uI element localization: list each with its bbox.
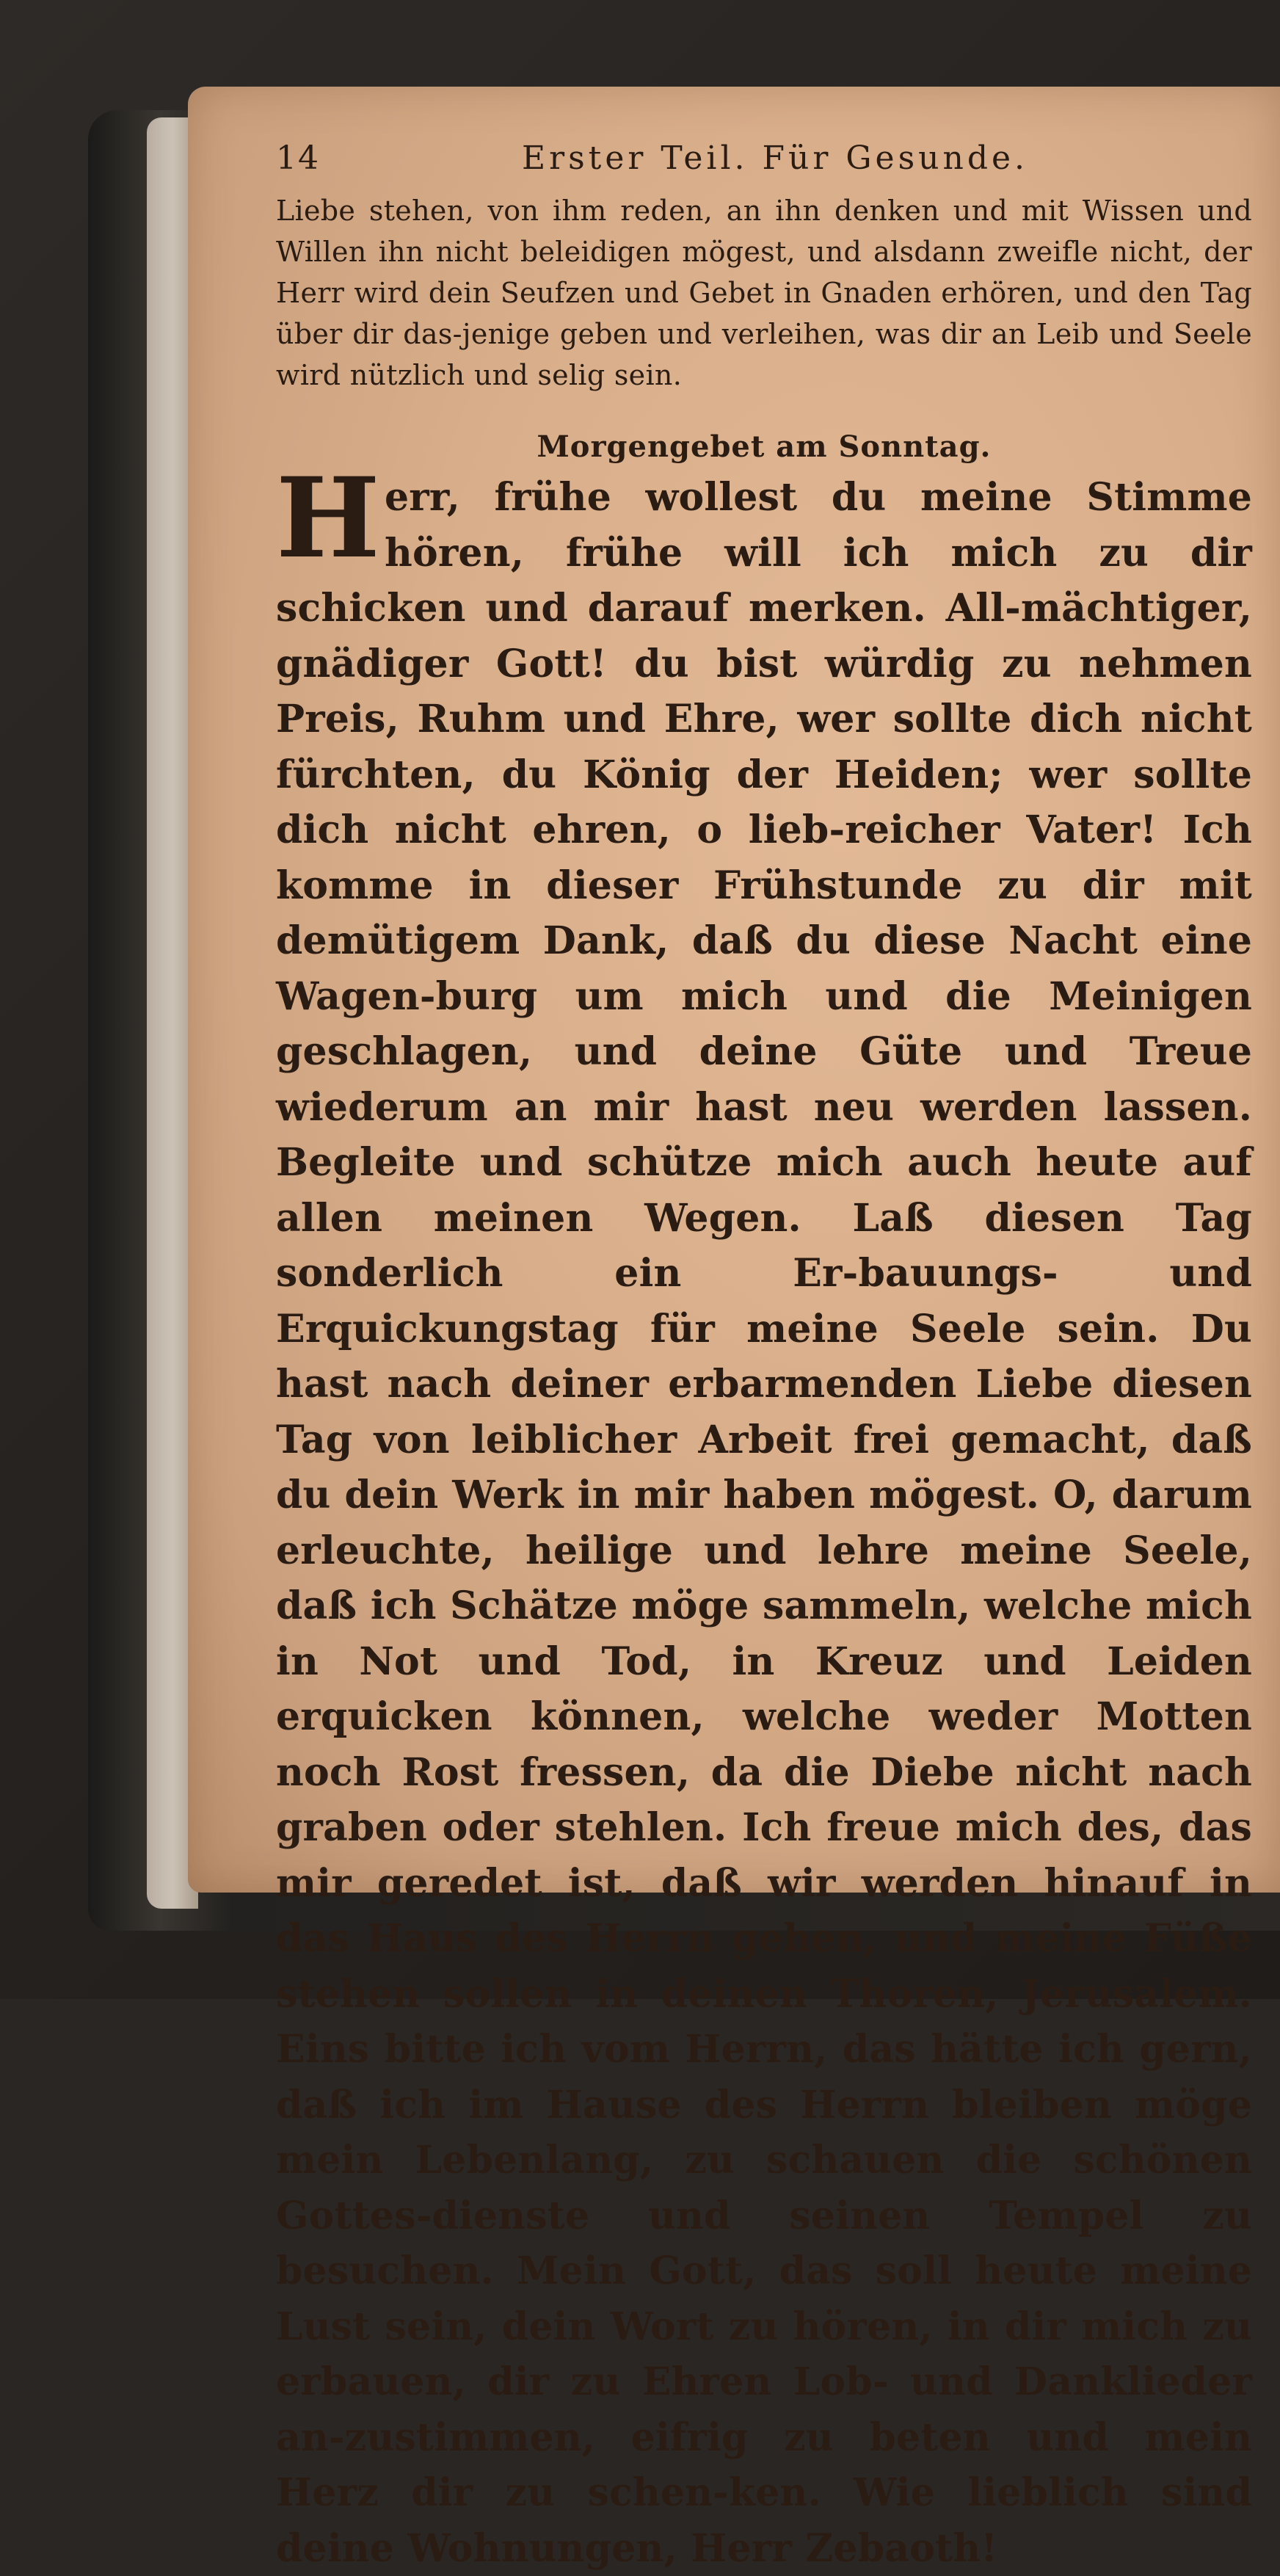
prayer-paragraph xyxy=(276,454,1252,2576)
page-header xyxy=(276,139,1252,177)
section-title: Morgengebet am Sonntag. xyxy=(537,429,992,464)
page-content xyxy=(276,139,1252,2576)
page-number: 14 xyxy=(276,139,320,177)
running-head: Erster Teil. Für Gesunde. xyxy=(521,139,1029,177)
lead-paragraph: Liebe stehen, von ihm reden, an ihn denken und mit Wissen und Willen ihn nicht beleidigen mögest, und alsdann zweifle nicht, der Herr wird dein Seufzen und Gebet in Gnaden erhören, und den Tag über dir das-jenige geben und verleihen, was dir an Leib und Seele wird nützlich und selig sein. xyxy=(276,195,1252,391)
drop-cap: H xyxy=(276,454,380,583)
prayer-text: err, frühe wollest du meine Stimme hören, frühe will ich mich zu dir schicken und darauf merken. All-mächtiger, gnädiger Gott! du bist würdig zu nehmen Preis, Ruhm und Ehre, wer sollte dich nicht fürchten, du König der Heiden; wer sollte dich nicht ehren, o lieb-reicher Vater! Ich komme in dieser Frühstunde zu dir mit demütigem Dank, daß du diese Nacht eine Wagen-burg um mich und die Meinigen geschlagen, und deine Güte und Treue wiederum an mir hast neu werden lassen. Begleite und schütze mich auch heute auf allen meinen Wegen. Laß diesen Tag sonderlich ein Er-bauungs- und Erquickungstag für meine Seele sein. Du hast nach deiner erbarmenden Liebe diesen Tag von leiblicher Arbeit frei gemacht, daß du dein Werk in mir haben mögest. O, darum erleuchte, heilige und lehre meine Seele, daß ich Schätze möge sammeln, welche mich in Not und Tod, in Kreuz und Leiden erquicken können, welche weder Motten noch Rost fressen, da die Diebe nicht nach graben oder stehlen. Ich freue mich des, das mir geredet ist, daß wir werden hinauf in das Haus des Herrn gehen, und meine Füße stehen sollen in deinen Thoren, Jerusalem. Eins bitte ich vom Herrn, das hätte ich gern, daß ich im Hause des Herrn bleiben möge mein Lebenlang, zu schauen die schönen Gottes-dienste und seinen Tempel zu besuchen. Mein Gott, das soll heute meine Lust sein, dein Wort zu hören, in dir mich zu erbauen, dir zu Ehren Lob- und Danklieder an-zustimmen, eifrig zu beten und mein Herz dir zu schen-ken. Wie lieblich sind deine Wohnungen, Herr Zebaoth! xyxy=(276,475,1252,2571)
